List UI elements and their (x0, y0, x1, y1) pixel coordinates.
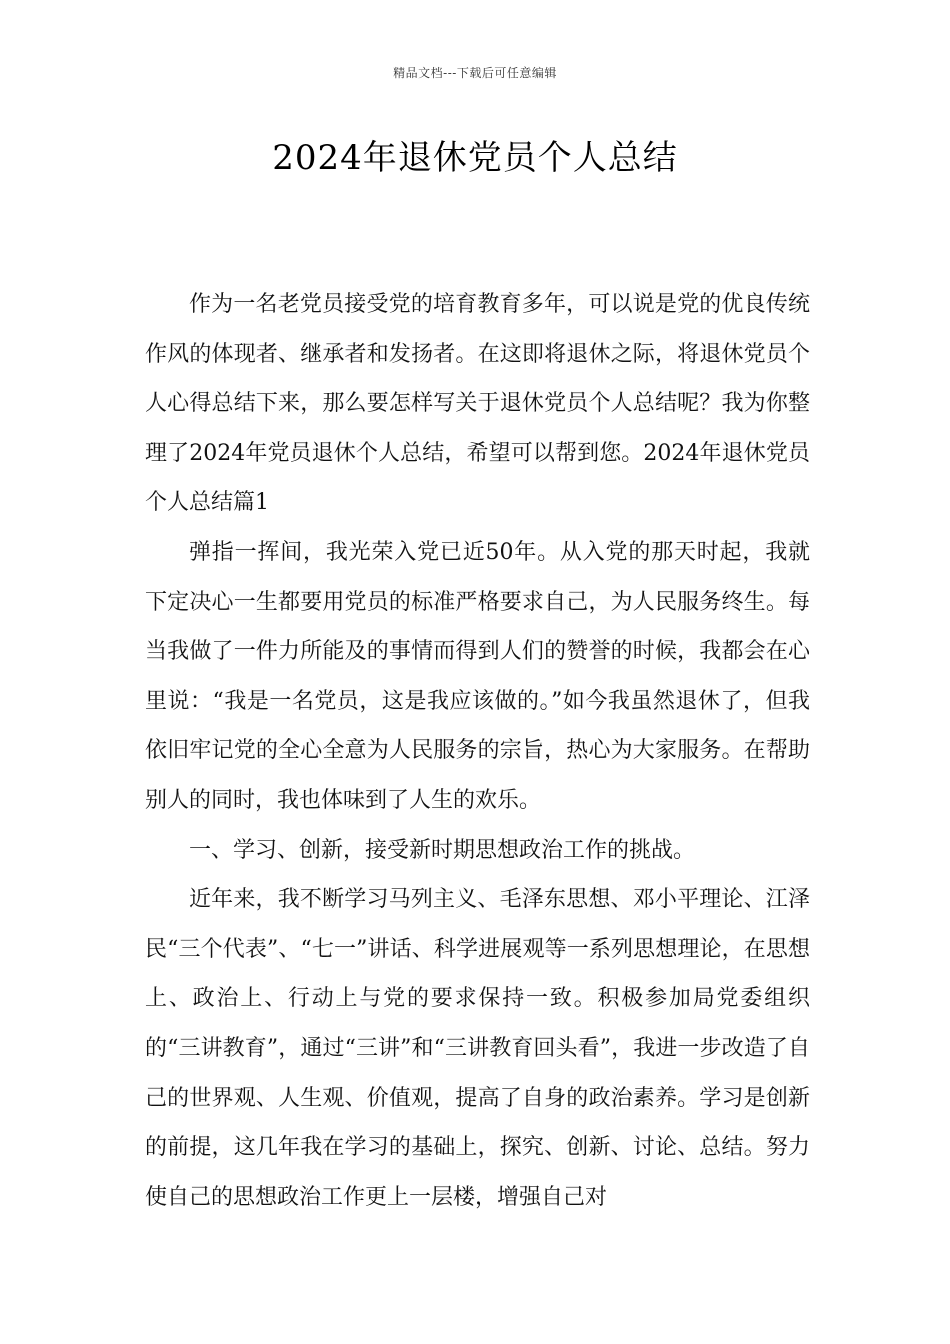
paragraph-intro: 作为一名老党员接受党的培育教育多年，可以说是党的优良传统作风的体现者、继承者和发扬者。在这即将退休之际，将退休党员个人心得总结下来，那么要怎样写关于退休党员个人总结呢？我为你整理了2024年党员退休个人总结，希望可以帮到您。2024年退休党员个人总结篇1 (145, 292, 810, 516)
paragraph-recent-years: 近年来，我不断学习马列主义、毛泽东思想、邓小平理论、江泽民“三个代表”、“七一”讲话、科学进展观等一系列思想理论，在思想上、政治上、行动上与党的要求保持一致。积极参加局党委组织的“三讲教育”，通过“三讲”和“三讲教育回头看”，我进一步改造了自己的世界观、人生观、价值观，提高了自身的政治素养。学习是创新的前提，这几年我在学习的基础上，探究、创新、讨论、总结。努力使自己的思想政治工作更上一层楼，增强自己对 (145, 887, 810, 1210)
document-title: 2024年退休党员个人总结 (272, 138, 678, 178)
header-note: 精品文档---下载后可任意编辑 (393, 66, 557, 80)
section-heading-study-innovation: 一、学习、创新，接受新时期思想政治工作的挑战。 (189, 837, 696, 863)
document-body (145, 280, 810, 1222)
paragraph-party-years: 弹指一挥间，我光荣入党已近50年。从入党的那天时起，我就下定决心一生都要用党员的标准严格要求自己，为人民服务终生。每当我做了一件力所能及的事情而得到人们的赞誉的时候，我都会在心里说：“我是一名党员，这是我应该做的。”如今我虽然退休了，但我依旧牢记党的全心全意为人民服务的宗旨，热心为大家服务。在帮助别人的同时，我也体味到了人生的欢乐。 (145, 539, 810, 813)
